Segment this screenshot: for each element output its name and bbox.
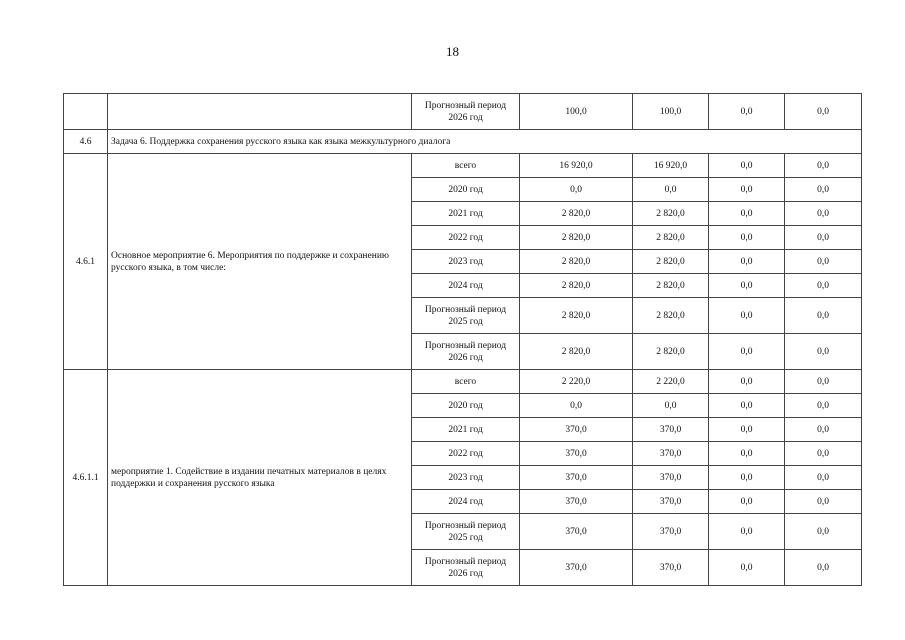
value-cell: 0,0 — [709, 418, 785, 442]
value-cell: 0,0 — [785, 442, 862, 466]
value-cell: 2 820,0 — [520, 202, 633, 226]
value-cell: 16 920,0 — [520, 154, 633, 178]
value-cell: 0,0 — [785, 178, 862, 202]
value-cell: 0,0 — [709, 154, 785, 178]
row-name-cell — [108, 94, 412, 130]
value-cell: 370,0 — [633, 550, 709, 586]
period-cell: 2024 год — [412, 490, 520, 514]
period-cell: 2022 год — [412, 442, 520, 466]
value-cell: 0,0 — [709, 370, 785, 394]
value-cell: 370,0 — [633, 466, 709, 490]
value-cell: 2 220,0 — [520, 370, 633, 394]
value-cell: 0,0 — [709, 274, 785, 298]
period-cell: всего — [412, 370, 520, 394]
block-number: 4.6.1 — [64, 154, 108, 370]
block-name: мероприятие 1. Содействие в издании печатных материалов в целях поддержки и сохранения русского языка — [108, 370, 412, 586]
period-cell: 2021 год — [412, 202, 520, 226]
block-name: Основное мероприятие 6. Мероприятия по поддержке и сохранению русского языка, в том числе: — [108, 154, 412, 370]
value-cell: 2 220,0 — [633, 370, 709, 394]
value-cell: 0,0 — [709, 466, 785, 490]
value-cell: 0,0 — [709, 514, 785, 550]
value-cell: 0,0 — [785, 370, 862, 394]
value-cell: 0,0 — [785, 202, 862, 226]
value-cell: 0,0 — [709, 250, 785, 274]
value-cell: 2 820,0 — [520, 250, 633, 274]
value-cell: 370,0 — [633, 418, 709, 442]
task-number: 4.6 — [64, 130, 108, 154]
value-cell: 0,0 — [709, 442, 785, 466]
value-cell: 370,0 — [520, 514, 633, 550]
value-cell: 2 820,0 — [520, 274, 633, 298]
value-cell: 370,0 — [520, 490, 633, 514]
value-cell: 0,0 — [785, 250, 862, 274]
value-cell: 2 820,0 — [633, 298, 709, 334]
period-cell: 2023 год — [412, 250, 520, 274]
period-cell: Прогнозный период 2026 год — [412, 550, 520, 586]
value-cell: 370,0 — [520, 442, 633, 466]
value-cell: 0,0 — [709, 550, 785, 586]
value-cell: 370,0 — [520, 418, 633, 442]
period-cell: Прогнозный период 2025 год — [412, 514, 520, 550]
value-cell: 2 820,0 — [633, 226, 709, 250]
task-row — [64, 130, 862, 154]
value-cell: 0,0 — [709, 490, 785, 514]
value-cell: 0,0 — [709, 94, 785, 130]
value-cell: 16 920,0 — [633, 154, 709, 178]
value-cell: 370,0 — [633, 514, 709, 550]
value-cell: 2 820,0 — [633, 274, 709, 298]
value-cell: 0,0 — [785, 466, 862, 490]
table-row — [64, 370, 862, 394]
value-cell: 0,0 — [785, 298, 862, 334]
period-cell: Прогнозный период 2026 год — [412, 334, 520, 370]
budget-table — [63, 93, 862, 586]
value-cell: 370,0 — [633, 490, 709, 514]
value-cell: 370,0 — [520, 466, 633, 490]
value-cell: 0,0 — [633, 178, 709, 202]
value-cell: 100,0 — [520, 94, 633, 130]
value-cell: 0,0 — [785, 550, 862, 586]
value-cell: 0,0 — [785, 274, 862, 298]
period-cell: 2022 год — [412, 226, 520, 250]
table-row — [64, 94, 862, 130]
value-cell: 0,0 — [785, 154, 862, 178]
period-cell: 2024 год — [412, 274, 520, 298]
value-cell: 0,0 — [520, 394, 633, 418]
period-cell: 2023 год — [412, 466, 520, 490]
value-cell: 0,0 — [709, 394, 785, 418]
task-title: Задача 6. Поддержка сохранения русского языка как языка межкультурного диалога — [108, 130, 862, 154]
block-number: 4.6.1.1 — [64, 370, 108, 586]
period-cell: 2021 год — [412, 418, 520, 442]
table-row — [64, 154, 862, 178]
value-cell: 0,0 — [785, 514, 862, 550]
value-cell: 0,0 — [520, 178, 633, 202]
value-cell: 0,0 — [785, 226, 862, 250]
value-cell: 2 820,0 — [520, 334, 633, 370]
value-cell: 370,0 — [520, 550, 633, 586]
period-cell: всего — [412, 154, 520, 178]
page-number: 18 — [446, 44, 459, 59]
value-cell: 0,0 — [633, 394, 709, 418]
value-cell: 2 820,0 — [520, 298, 633, 334]
value-cell: 2 820,0 — [633, 202, 709, 226]
value-cell: 0,0 — [709, 202, 785, 226]
value-cell: 0,0 — [709, 334, 785, 370]
value-cell: 0,0 — [785, 334, 862, 370]
value-cell: 2 820,0 — [633, 334, 709, 370]
value-cell: 0,0 — [785, 490, 862, 514]
value-cell: 2 820,0 — [520, 226, 633, 250]
value-cell: 0,0 — [709, 226, 785, 250]
period-cell: 2020 год — [412, 394, 520, 418]
value-cell: 0,0 — [785, 394, 862, 418]
value-cell: 2 820,0 — [633, 250, 709, 274]
period-cell: Прогнозный период 2026 год — [412, 94, 520, 130]
period-cell: Прогнозный период 2025 год — [412, 298, 520, 334]
value-cell: 0,0 — [785, 418, 862, 442]
value-cell: 0,0 — [709, 178, 785, 202]
value-cell: 0,0 — [785, 94, 862, 130]
period-cell: 2020 год — [412, 178, 520, 202]
value-cell: 0,0 — [709, 298, 785, 334]
value-cell: 370,0 — [633, 442, 709, 466]
value-cell: 100,0 — [633, 94, 709, 130]
row-number-cell — [64, 94, 108, 130]
